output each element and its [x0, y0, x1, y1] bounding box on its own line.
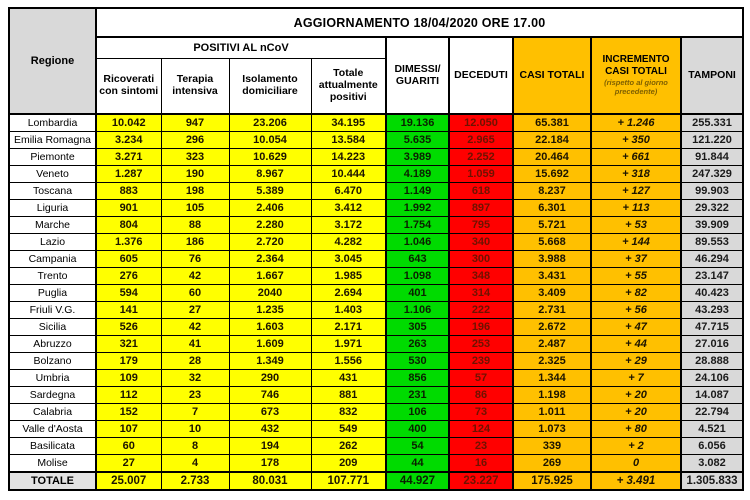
value-cell: 152 — [96, 404, 161, 421]
value-cell: 8 — [161, 438, 229, 455]
region-cell: Sardegna — [9, 387, 96, 404]
value-cell: 88 — [161, 217, 229, 234]
value-cell: 121.220 — [681, 132, 743, 149]
value-cell: 881 — [311, 387, 386, 404]
value-cell: 897 — [449, 200, 513, 217]
value-cell: 106 — [386, 404, 449, 421]
value-cell: 28.888 — [681, 353, 743, 370]
value-cell: 947 — [161, 114, 229, 132]
region-cell: Basilicata — [9, 438, 96, 455]
value-cell: 269 — [513, 455, 591, 473]
table-row — [9, 438, 743, 455]
value-cell: 3.082 — [681, 455, 743, 473]
table-row — [9, 132, 743, 149]
region-cell: Piemonte — [9, 149, 96, 166]
value-cell: 32 — [161, 370, 229, 387]
region-cell: Marche — [9, 217, 96, 234]
table-row — [9, 183, 743, 200]
value-cell: 222 — [449, 302, 513, 319]
table-row — [9, 387, 743, 404]
value-cell: 44.927 — [386, 472, 449, 490]
table-header — [9, 8, 743, 114]
value-cell: 323 — [161, 149, 229, 166]
value-cell: 804 — [96, 217, 161, 234]
value-cell: 42 — [161, 268, 229, 285]
data-table — [8, 7, 744, 491]
value-cell: 3.431 — [513, 268, 591, 285]
value-cell: 23.206 — [229, 114, 311, 132]
value-cell: + 3.491 — [591, 472, 681, 490]
value-cell: + 113 — [591, 200, 681, 217]
value-cell: 1.287 — [96, 166, 161, 183]
value-cell: 4.521 — [681, 421, 743, 438]
column-header-isolamento: Isolamento domiciliare — [229, 59, 311, 115]
value-cell: 5.635 — [386, 132, 449, 149]
value-cell: 400 — [386, 421, 449, 438]
value-cell: + 661 — [591, 149, 681, 166]
value-cell: 2.694 — [311, 285, 386, 302]
region-cell: Veneto — [9, 166, 96, 183]
value-cell: 296 — [161, 132, 229, 149]
value-cell: 23.147 — [681, 268, 743, 285]
value-cell: 3.412 — [311, 200, 386, 217]
value-cell: 10 — [161, 421, 229, 438]
value-cell: 107 — [96, 421, 161, 438]
value-cell: 1.603 — [229, 319, 311, 336]
value-cell: 27.016 — [681, 336, 743, 353]
value-cell: 1.305.833 — [681, 472, 743, 490]
value-cell: 263 — [386, 336, 449, 353]
value-cell: 339 — [513, 438, 591, 455]
value-cell: 42 — [161, 319, 229, 336]
value-cell: 5.389 — [229, 183, 311, 200]
total-row — [9, 472, 743, 490]
value-cell: 10.444 — [311, 166, 386, 183]
incremento-label: INCREMENTO CASI TOTALI — [602, 54, 670, 77]
value-cell: 321 — [96, 336, 161, 353]
table-row — [9, 353, 743, 370]
value-cell: 2.733 — [161, 472, 229, 490]
value-cell: 112 — [96, 387, 161, 404]
value-cell: 25.007 — [96, 472, 161, 490]
table-row — [9, 217, 743, 234]
value-cell: 16 — [449, 455, 513, 473]
column-header-regione: Regione — [9, 8, 96, 114]
column-header-dimessi-guariti: DIMESSI/ GUARITI — [386, 37, 449, 114]
value-cell: 1.992 — [386, 200, 449, 217]
table-row — [9, 336, 743, 353]
value-cell: 10.042 — [96, 114, 161, 132]
value-cell: 27 — [161, 302, 229, 319]
value-cell: 86 — [449, 387, 513, 404]
value-cell: 209 — [311, 455, 386, 473]
table-row — [9, 455, 743, 473]
value-cell: 1.754 — [386, 217, 449, 234]
value-cell: 3.271 — [96, 149, 161, 166]
value-cell: 27 — [96, 455, 161, 473]
value-cell: + 29 — [591, 353, 681, 370]
value-cell: 2.280 — [229, 217, 311, 234]
value-cell: 549 — [311, 421, 386, 438]
column-header-ricoverati: Ricoverati con sintomi — [96, 59, 161, 115]
value-cell: 3.409 — [513, 285, 591, 302]
region-cell: Valle d'Aosta — [9, 421, 96, 438]
value-cell: 14.087 — [681, 387, 743, 404]
table-row — [9, 234, 743, 251]
value-cell: + 350 — [591, 132, 681, 149]
value-cell: + 318 — [591, 166, 681, 183]
value-cell: + 47 — [591, 319, 681, 336]
value-cell: 19.136 — [386, 114, 449, 132]
table-row — [9, 114, 743, 132]
value-cell: 1.667 — [229, 268, 311, 285]
column-header-terapia-intensiva: Terapia intensiva — [161, 59, 229, 115]
value-cell: 15.692 — [513, 166, 591, 183]
value-cell: 73 — [449, 404, 513, 421]
value-cell: 89.553 — [681, 234, 743, 251]
value-cell: 901 — [96, 200, 161, 217]
value-cell: + 1.246 — [591, 114, 681, 132]
value-cell: 13.584 — [311, 132, 386, 149]
value-cell: 6.470 — [311, 183, 386, 200]
value-cell: 46.294 — [681, 251, 743, 268]
value-cell: 2.487 — [513, 336, 591, 353]
value-cell: 1.349 — [229, 353, 311, 370]
value-cell: 2.325 — [513, 353, 591, 370]
value-cell: 4 — [161, 455, 229, 473]
value-cell: 1.403 — [311, 302, 386, 319]
region-cell: Umbria — [9, 370, 96, 387]
value-cell: 290 — [229, 370, 311, 387]
column-header-casi-totali: CASI TOTALI — [513, 37, 591, 114]
value-cell: 1.106 — [386, 302, 449, 319]
group-header-positivi: POSITIVI AL nCoV — [96, 37, 386, 59]
value-cell: 10.629 — [229, 149, 311, 166]
value-cell: 3.988 — [513, 251, 591, 268]
value-cell: 239 — [449, 353, 513, 370]
value-cell: + 7 — [591, 370, 681, 387]
value-cell: 198 — [161, 183, 229, 200]
value-cell: 340 — [449, 234, 513, 251]
value-cell: 643 — [386, 251, 449, 268]
value-cell: 5.668 — [513, 234, 591, 251]
value-cell: 247.329 — [681, 166, 743, 183]
table-row — [9, 302, 743, 319]
value-cell: 22.794 — [681, 404, 743, 421]
value-cell: 1.198 — [513, 387, 591, 404]
value-cell: 314 — [449, 285, 513, 302]
region-cell: Trento — [9, 268, 96, 285]
value-cell: 2.965 — [449, 132, 513, 149]
value-cell: 28 — [161, 353, 229, 370]
table-title: AGGIORNAMENTO 18/04/2020 ORE 17.00 — [96, 8, 743, 37]
column-header-totale-positivi: Totale attualmente positivi — [311, 59, 386, 115]
value-cell: + 2 — [591, 438, 681, 455]
value-cell: 253 — [449, 336, 513, 353]
value-cell: 3.989 — [386, 149, 449, 166]
region-cell: TOTALE — [9, 472, 96, 490]
value-cell: + 44 — [591, 336, 681, 353]
region-cell: Lombardia — [9, 114, 96, 132]
value-cell: 795 — [449, 217, 513, 234]
column-header-deceduti: DECEDUTI — [449, 37, 513, 114]
value-cell: + 53 — [591, 217, 681, 234]
covid-regional-table — [8, 7, 744, 491]
value-cell: 856 — [386, 370, 449, 387]
table-row — [9, 404, 743, 421]
table-row — [9, 166, 743, 183]
value-cell: 276 — [96, 268, 161, 285]
column-header-incremento — [591, 37, 681, 114]
value-cell: 300 — [449, 251, 513, 268]
region-cell: Emilia Romagna — [9, 132, 96, 149]
value-cell: 2040 — [229, 285, 311, 302]
value-cell: + 144 — [591, 234, 681, 251]
value-cell: 6.056 — [681, 438, 743, 455]
value-cell: 23 — [161, 387, 229, 404]
value-cell: + 80 — [591, 421, 681, 438]
value-cell: 3.172 — [311, 217, 386, 234]
value-cell: 107.771 — [311, 472, 386, 490]
value-cell: 141 — [96, 302, 161, 319]
value-cell: 1.149 — [386, 183, 449, 200]
value-cell: 832 — [311, 404, 386, 421]
value-cell: 3.045 — [311, 251, 386, 268]
value-cell: 41 — [161, 336, 229, 353]
value-cell: 1.046 — [386, 234, 449, 251]
value-cell: 175.925 — [513, 472, 591, 490]
value-cell: + 20 — [591, 404, 681, 421]
value-cell: 80.031 — [229, 472, 311, 490]
value-cell: 594 — [96, 285, 161, 302]
region-cell: Toscana — [9, 183, 96, 200]
region-cell: Liguria — [9, 200, 96, 217]
value-cell: 1.376 — [96, 234, 161, 251]
value-cell: 262 — [311, 438, 386, 455]
region-cell: Molise — [9, 455, 96, 473]
value-cell: 1.556 — [311, 353, 386, 370]
value-cell: 7 — [161, 404, 229, 421]
value-cell: 57 — [449, 370, 513, 387]
value-cell: 44 — [386, 455, 449, 473]
incremento-note: (rispetto al giorno precedente) — [604, 77, 668, 97]
region-cell: Lazio — [9, 234, 96, 251]
value-cell: 2.364 — [229, 251, 311, 268]
value-cell: + 55 — [591, 268, 681, 285]
value-cell: 60 — [96, 438, 161, 455]
table-row — [9, 200, 743, 217]
value-cell: 2.731 — [513, 302, 591, 319]
value-cell: 23 — [449, 438, 513, 455]
value-cell: 76 — [161, 251, 229, 268]
region-cell: Friuli V.G. — [9, 302, 96, 319]
value-cell: 22.184 — [513, 132, 591, 149]
table-row — [9, 421, 743, 438]
region-cell: Campania — [9, 251, 96, 268]
region-cell: Bolzano — [9, 353, 96, 370]
value-cell: 8.967 — [229, 166, 311, 183]
value-cell: 305 — [386, 319, 449, 336]
value-cell: 1.344 — [513, 370, 591, 387]
value-cell: 194 — [229, 438, 311, 455]
value-cell: 54 — [386, 438, 449, 455]
value-cell: 1.971 — [311, 336, 386, 353]
value-cell: 179 — [96, 353, 161, 370]
value-cell: 99.903 — [681, 183, 743, 200]
value-cell: 20.464 — [513, 149, 591, 166]
value-cell: + 37 — [591, 251, 681, 268]
value-cell: 2.171 — [311, 319, 386, 336]
value-cell: 673 — [229, 404, 311, 421]
value-cell: 47.715 — [681, 319, 743, 336]
table-row — [9, 268, 743, 285]
value-cell: + 56 — [591, 302, 681, 319]
value-cell: 4.282 — [311, 234, 386, 251]
region-cell: Sicilia — [9, 319, 96, 336]
value-cell: 23.227 — [449, 472, 513, 490]
region-cell: Calabria — [9, 404, 96, 421]
value-cell: 526 — [96, 319, 161, 336]
column-header-tamponi: TAMPONI — [681, 37, 743, 114]
value-cell: 1.985 — [311, 268, 386, 285]
value-cell: 2.406 — [229, 200, 311, 217]
value-cell: 190 — [161, 166, 229, 183]
value-cell: 4.189 — [386, 166, 449, 183]
value-cell: 6.301 — [513, 200, 591, 217]
value-cell: 2.720 — [229, 234, 311, 251]
value-cell: 5.721 — [513, 217, 591, 234]
table-row — [9, 370, 743, 387]
value-cell: 2.672 — [513, 319, 591, 336]
table-body — [9, 114, 743, 490]
value-cell: 43.293 — [681, 302, 743, 319]
value-cell: 1.011 — [513, 404, 591, 421]
value-cell: 29.322 — [681, 200, 743, 217]
value-cell: 186 — [161, 234, 229, 251]
value-cell: 2.252 — [449, 149, 513, 166]
value-cell: 91.844 — [681, 149, 743, 166]
value-cell: 105 — [161, 200, 229, 217]
value-cell: 3.234 — [96, 132, 161, 149]
value-cell: 10.054 — [229, 132, 311, 149]
value-cell: 1.073 — [513, 421, 591, 438]
value-cell: 1.098 — [386, 268, 449, 285]
value-cell: 883 — [96, 183, 161, 200]
value-cell: 14.223 — [311, 149, 386, 166]
value-cell: 39.909 — [681, 217, 743, 234]
table-row — [9, 285, 743, 302]
value-cell: 60 — [161, 285, 229, 302]
value-cell: 348 — [449, 268, 513, 285]
value-cell: 40.423 — [681, 285, 743, 302]
value-cell: + 82 — [591, 285, 681, 302]
region-cell: Abruzzo — [9, 336, 96, 353]
value-cell: 24.106 — [681, 370, 743, 387]
value-cell: 432 — [229, 421, 311, 438]
value-cell: 431 — [311, 370, 386, 387]
value-cell: + 20 — [591, 387, 681, 404]
value-cell: 605 — [96, 251, 161, 268]
value-cell: 401 — [386, 285, 449, 302]
value-cell: 109 — [96, 370, 161, 387]
value-cell: 124 — [449, 421, 513, 438]
value-cell: 1.609 — [229, 336, 311, 353]
value-cell: 618 — [449, 183, 513, 200]
value-cell: 231 — [386, 387, 449, 404]
table-row — [9, 149, 743, 166]
value-cell: 530 — [386, 353, 449, 370]
value-cell: 1.235 — [229, 302, 311, 319]
value-cell: 34.195 — [311, 114, 386, 132]
region-cell: Puglia — [9, 285, 96, 302]
value-cell: 746 — [229, 387, 311, 404]
table-row — [9, 251, 743, 268]
value-cell: 65.381 — [513, 114, 591, 132]
value-cell: 12.050 — [449, 114, 513, 132]
value-cell: 178 — [229, 455, 311, 473]
table-row — [9, 319, 743, 336]
value-cell: + 127 — [591, 183, 681, 200]
value-cell: 8.237 — [513, 183, 591, 200]
value-cell: 255.331 — [681, 114, 743, 132]
value-cell: 196 — [449, 319, 513, 336]
value-cell: 0 — [591, 455, 681, 473]
value-cell: 1.059 — [449, 166, 513, 183]
